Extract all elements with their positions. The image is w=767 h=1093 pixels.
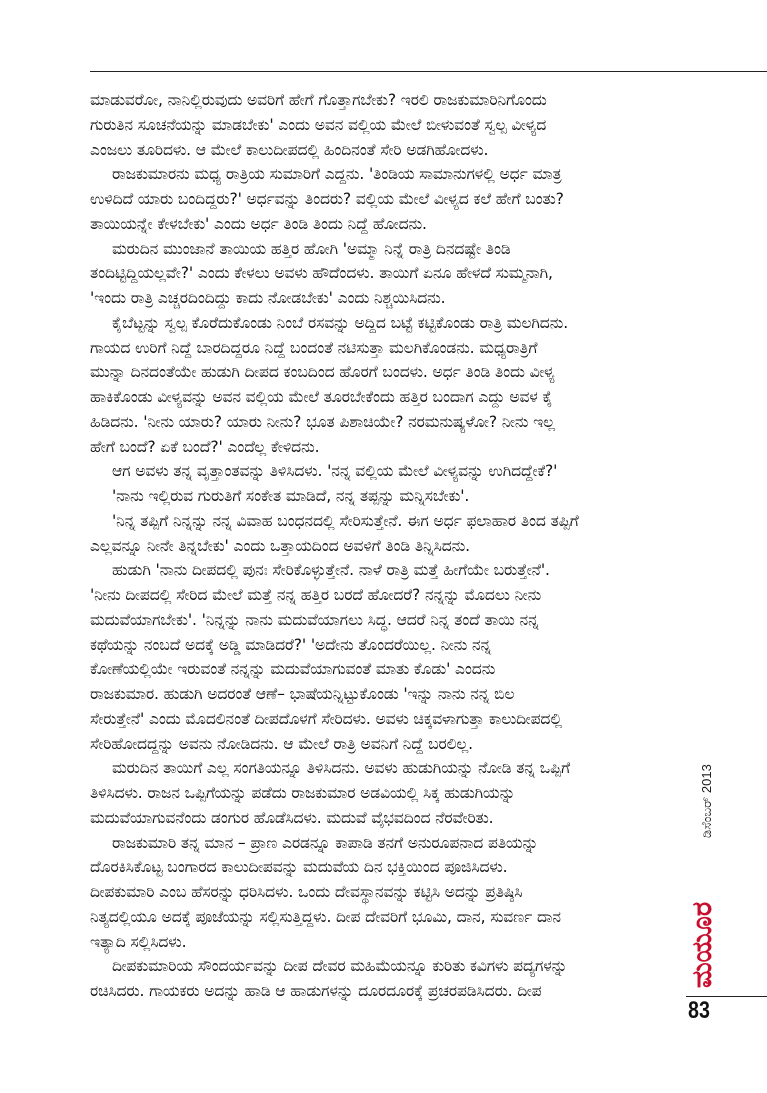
article-line: ಮದುವೆಯಾಗಬೇಕು'. 'ನಿನ್ನನ್ನು ನಾನು ಮದುವೆಯಾಗಲು ಸಿದ್ಧ. ಆದರೆ ನಿನ್ನ ತಂದೆ ತಾಯಿ ನನ್ನ: [90, 610, 539, 629]
article-line: ರಾಜಕುಮಾರನು ಮಧ್ಯ ರಾತ್ರಿಯ ಸುಮಾರಿಗೆ ಎದ್ದನು. 'ತಿಂಡಿಯ ಸಾಮಾನುಗಳಲ್ಲಿ ಅರ್ಧ ಮಾತ್ರ: [112, 165, 562, 184]
article-line: ತಿಳಿಸಿದಳು. ರಾಜನ ಒಪ್ಪಿಗೆಯನ್ನು ಪಡೆದು ರಾಜಕುಮಾರ ಅಡವಿಯಲ್ಲಿ ಸಿಕ್ಕ ಹುಡುಗಿಯನ್ನು: [90, 784, 516, 802]
article-line: ದೊರಕಿಸಿಕೊಟ್ಟ ಬಂಗಾರದ ಕಾಲುದೀಪವನ್ನು ಮದುವೆಯ ದಿನ ಭಕ್ತಿಯಿಂದ ಪೂಜಿಸಿದಳು.: [90, 858, 508, 877]
header-rule: [90, 71, 767, 72]
article-line: ಮುನ್ನಾ ದಿನದಂತೆಯೇ ಹುಡುಗಿ ದೀಪದ ಕಂಬದಿಂದ ಹೊರಗೆ ಬಂದಳು. ಅರ್ಧ ತಿಂಡಿ ತಿಂದು ವೀಳ್ಯ: [90, 363, 555, 382]
article-line: ಮಾಡುವರೋ, ನಾನಿಲ್ಲಿರುವುದು ಅವರಿಗೆ ಹೇಗೆ ಗೊತ್ತಾಗಬೇಕು? ಇರಲಿ ರಾಜಕುಮಾರಿನಿಗೊಂದು: [90, 91, 547, 109]
article-line: ಹಾಕಿಕೊಂಡು ವೀಳ್ಯವನ್ನು ಅವನ ವಲ್ಲಿಯ ಮೇಲೆ ತೂರಬೇಕೆಂದು ಹತ್ತಿರ ಬಂದಾಗ ಎದ್ದು ಅವಳ ಕೈ: [90, 388, 553, 406]
article-line: ಕಥೆಯನ್ನು ನಂಬದೆ ಅದಕ್ಕೆ ಅಡ್ಡಿ ಮಾಡಿದರೆ?' 'ಅದೇನು ತೊಂದರೆಯಿಲ್ಲ. ನೀನು ನನ್ನ: [90, 635, 492, 654]
article-line: ನಿತ್ಯದಲ್ಲಿಯೂ ಅದಕ್ಕೆ ಪೂಜೆಯನ್ನು ಸಲ್ಲಿಸುತ್ತಿದ್ದಳು. ದೀಪ ದೇವರಿಗೆ ಭೂಮಿ, ದಾನ, ಸುವರ್ಣ ದಾನ: [90, 907, 561, 926]
issue-date: ಡಿಸೆಂಬರ್ 2013: [699, 764, 714, 838]
article-line: ಮರುದಿನ ಮುಂಜಾನೆ ತಾಯಿಯ ಹತ್ತಿರ ಹೋಗಿ 'ಅಮ್ಮಾ ನಿನ್ನೆ ರಾತ್ರಿ ದಿನದಷ್ಟೇ ತಿಂಡಿ: [112, 239, 511, 258]
article-line: ಸೇರಿಹೋದದ್ದನ್ನು ಅವನು ನೋಡಿದನು. ಆ ಮೇಲೆ ರಾತ್ರಿ ಅವನಿಗೆ ನಿದ್ದೆ ಬರಲಿಲ್ಲ.: [90, 734, 473, 753]
article-line: ಕೋಣೆಯಲ್ಲಿಯೇ ಇರುವಂತೆ ನನ್ನನ್ನು ಮದುವೆಯಾಗುವಂತೆ ಮಾತು ಕೊಡು' ಎಂದನು: [90, 660, 496, 679]
article-line: ರಾಜಕುಮಾರ. ಹುಡುಗಿ ಅದರಂತೆ ಆಣೆ– ಭಾಷೆಯನ್ನಿಟ್ಟುಕೊಂಡು 'ಇನ್ನು ನಾನು ನನ್ನ ಬಿಲ: [90, 685, 515, 703]
article-line: 'ನಾನು ಇಲ್ಲಿರುವ ಗುರುತಿಗೆ ಸಂಕೇತ ಮಾಡಿದೆ, ನನ್ನ ತಪ್ಪನ್ನು ಮನ್ನಿಸಬೇಕು'.: [112, 487, 470, 505]
article-line: ಗಾಯದ ಉರಿಗೆ ನಿದ್ದೆ ಬಾರದಿದ್ದರೂ ನಿದ್ದೆ ಬಂದಂತೆ ನಟಿಸುತ್ತಾ ಮಲಗಿಕೊಂಡನು. ಮಧ್ಯರಾತ್ರಿಗೆ: [90, 338, 538, 357]
article-line: ತಾಯಿಯನ್ನೇ ಕೇಳಬೇಕು' ಎಂದು ಅರ್ಧ ತಿಂಡಿ ತಿಂದು ನಿದ್ದೆ ಹೋದನು.: [90, 214, 427, 233]
article-line: ಗುರುತಿನ ಸೂಚನೆಯನ್ನು ಮಾಡಬೇಕು' ಎಂದು ಅವನ ವಲ್ಲಿಯ ಮೇಲೆ ಬೀಳುವಂತೆ ಸ್ವಲ್ಪ ವೀಳ್ಯದ: [90, 115, 547, 134]
magazine-name: ಮಯೂರ: [687, 901, 718, 988]
article-line: 'ಇಂದು ರಾತ್ರಿ ಎಚ್ಚರದಿಂದಿದ್ದು ಕಾದು ನೋಡಬೇಕು' ಎಂದು ನಿಶ್ಚಯಿಸಿದನು.: [90, 289, 446, 307]
article-line: ಮದುವೆಯಾಗುವನೆಂದು ಡಂಗುರ ಹೊಡೆಸಿದಳು. ಮದುವೆ ವೈಭವದಿಂದ ನೆರವೇರಿತು.: [90, 808, 494, 827]
article-line: ರಾಜಕುಮಾರಿ ತನ್ನ ಮಾನ – ಪ್ರಾಣ ಎರಡನ್ನೂ ಕಾಪಾಡಿ ತನಗೆ ಅನುರೂಪನಾದ ಪತಿಯನ್ನು: [112, 833, 539, 852]
article-line: ಹೇಗೆ ಬಂದೆ? ಏಕೆ ಬಂದೆ?' ಎಂದೆಲ್ಲ ಕೇಳಿದನು.: [90, 437, 320, 456]
article-line: ತಂದಿಟ್ಟಿದ್ದಿಯಲ್ಲವೇ?' ಎಂದು ಕೇಳಲು ಅವಳು ಹೌದೆಂದಳು. ತಾಯಿಗೆ ಏನೂ ಹೇಳದೆ ಸುಮ್ಮನಾಗಿ,: [90, 264, 553, 283]
article-line: ರಚಿಸಿದರು. ಗಾಯಕರು ಅದನ್ನು ಹಾಡಿ ಆ ಹಾಡುಗಳನ್ನು ದೂರದೂರಕ್ಕೆ ಪ್ರಚರಪಡಿಸಿದರು. ದೀಪ: [90, 982, 542, 1000]
article-line: ಉಳಿದಿದೆ ಯಾರು ಬಂದಿದ್ದರು?' ಅರ್ಧವನ್ನು ತಿಂದರು? ವಲ್ಲಿಯ ಮೇಲೆ ವೀಳ್ಯದ ಕಲೆ ಹೇಗೆ ಬಂತು?: [90, 190, 564, 208]
article-line: ಇತ್ಯಾದಿ ಸಲ್ಲಿಸಿದಳು.: [90, 932, 187, 951]
article-line: ಹಿಡಿದನು. 'ನೀನು ಯಾರು? ಯಾರು ನೀನು? ಭೂತ ಪಿಶಾಚಿಯೇ? ನರಮನುಷ್ಯಳೋ? ನೀನು ಇಲ್ಲ: [90, 412, 555, 431]
article-line: ಎಂಜಲು ತೂರಿದಳು. ಆ ಮೇಲೆ ಕಾಲುದೀಪದಲ್ಲಿ ಹಿಂದಿನಂತೆ ಸೇರಿ ಅಡಗಿಹೋದಳು.: [90, 140, 489, 159]
article-body: [90, 88, 680, 1004]
article-line: ಹುಡುಗಿ 'ನಾನು ದೀಪದಲ್ಲಿ ಪುನಃ ಸೇರಿಕೊಳ್ಳುತ್ತೇನೆ. ನಾಳೆ ರಾತ್ರಿ ಮತ್ತೆ ಹೀಗೆಯೇ ಬರುತ್ತೇನೆ'.: [112, 561, 550, 580]
article-line: ಮರುದಿನ ತಾಯಿಗೆ ಎಲ್ಲ ಸಂಗತಿಯನ್ನೂ ತಿಳಿಸಿದನು. ಅವಳು ಹುಡುಗಿಯನ್ನು ನೋಡಿ ತನ್ನ ಒಪ್ಪಿಗೆ: [112, 759, 571, 778]
article-line: 'ನೀನು ದೀಪದಲ್ಲಿ ಸೇರಿದ ಮೇಲೆ ಮತ್ತೆ ನನ್ನ ಹತ್ತಿರ ಬರದೆ ಹೋದರೆ? ನನ್ನನ್ನು ಮೊದಲು ನೀನು: [90, 586, 542, 604]
article-line: ದೀಪಕುಮಾರಿಯ ಸೌಂದರ್ಯವನ್ನು ದೀಪ ದೇವರ ಮಹಿಮೆಯನ್ನೂ ಕುರಿತು ಕವಿಗಳು ಪದ್ಯಗಳನ್ನು: [112, 957, 568, 976]
article-line: ಎಲ್ಲವನ್ನೂ ನೀನೇ ತಿನ್ನಬೇಕು' ಎಂದು ಒತ್ತಾಯದಿಂದ ಅವಳಿಗೆ ತಿಂಡಿ ತಿನ್ನಿಸಿದನು.: [90, 536, 470, 555]
article-line: ಕೈಬೆಟ್ಟನ್ನು ಸ್ವಲ್ಪ ಕೊರೆದುಕೊಂಡು ನಿಂಬೆ ರಸವನ್ನು ಅದ್ದಿದ ಬಟ್ಟೆ ಕಟ್ಟಿಕೊಂಡು ರಾತ್ರಿ ಮಲಗಿದನು.: [112, 313, 568, 332]
article-line: 'ನಿನ್ನ ತಪ್ಪಿಗೆ ನಿನ್ನನ್ನು ನನ್ನ ವಿವಾಹ ಬಂಧನದಲ್ಲಿ ಸೇರಿಸುತ್ತೇನೆ. ಈಗ ಅರ್ಧ ಫಲಾಹಾರ ತಿಂದ ತಪ್ಪಿಗೆ: [112, 511, 579, 530]
article-line: ದೀಪಕುಮಾರಿ ಎಂಬ ಹೆಸರನ್ನು ಧರಿಸಿದಳು. ಒಂದು ದೇವಸ್ಥಾನವನ್ನು ಕಟ್ಟಿಸಿ ಅದನ್ನು ಪ್ರತಿಷ್ಠಿಸಿ: [90, 883, 523, 901]
article-line: ಸೇರುತ್ತೇನೆ' ಎಂದು ಮೊದಲಿನಂತೆ ದೀಪದೊಳಗೆ ಸೇರಿದಳು. ಅವಳು ಚಿಕ್ಕವಳಾಗುತ್ತಾ ಕಾಲುದೀಪದಲ್ಲಿ: [90, 709, 562, 728]
page-number: 83: [688, 997, 710, 1024]
magazine-name-block: [688, 838, 718, 988]
article-line: ಆಗ ಅವಳು ತನ್ನ ವೃತ್ತಾಂತವನ್ನು ತಿಳಿಸಿದಳು. 'ನನ್ನ ವಲ್ಲಿಯ ಮೇಲೆ ವೀಳ್ಯವನ್ನು ಉಗಿದದ್ದೇಕೆ?': [112, 462, 558, 481]
